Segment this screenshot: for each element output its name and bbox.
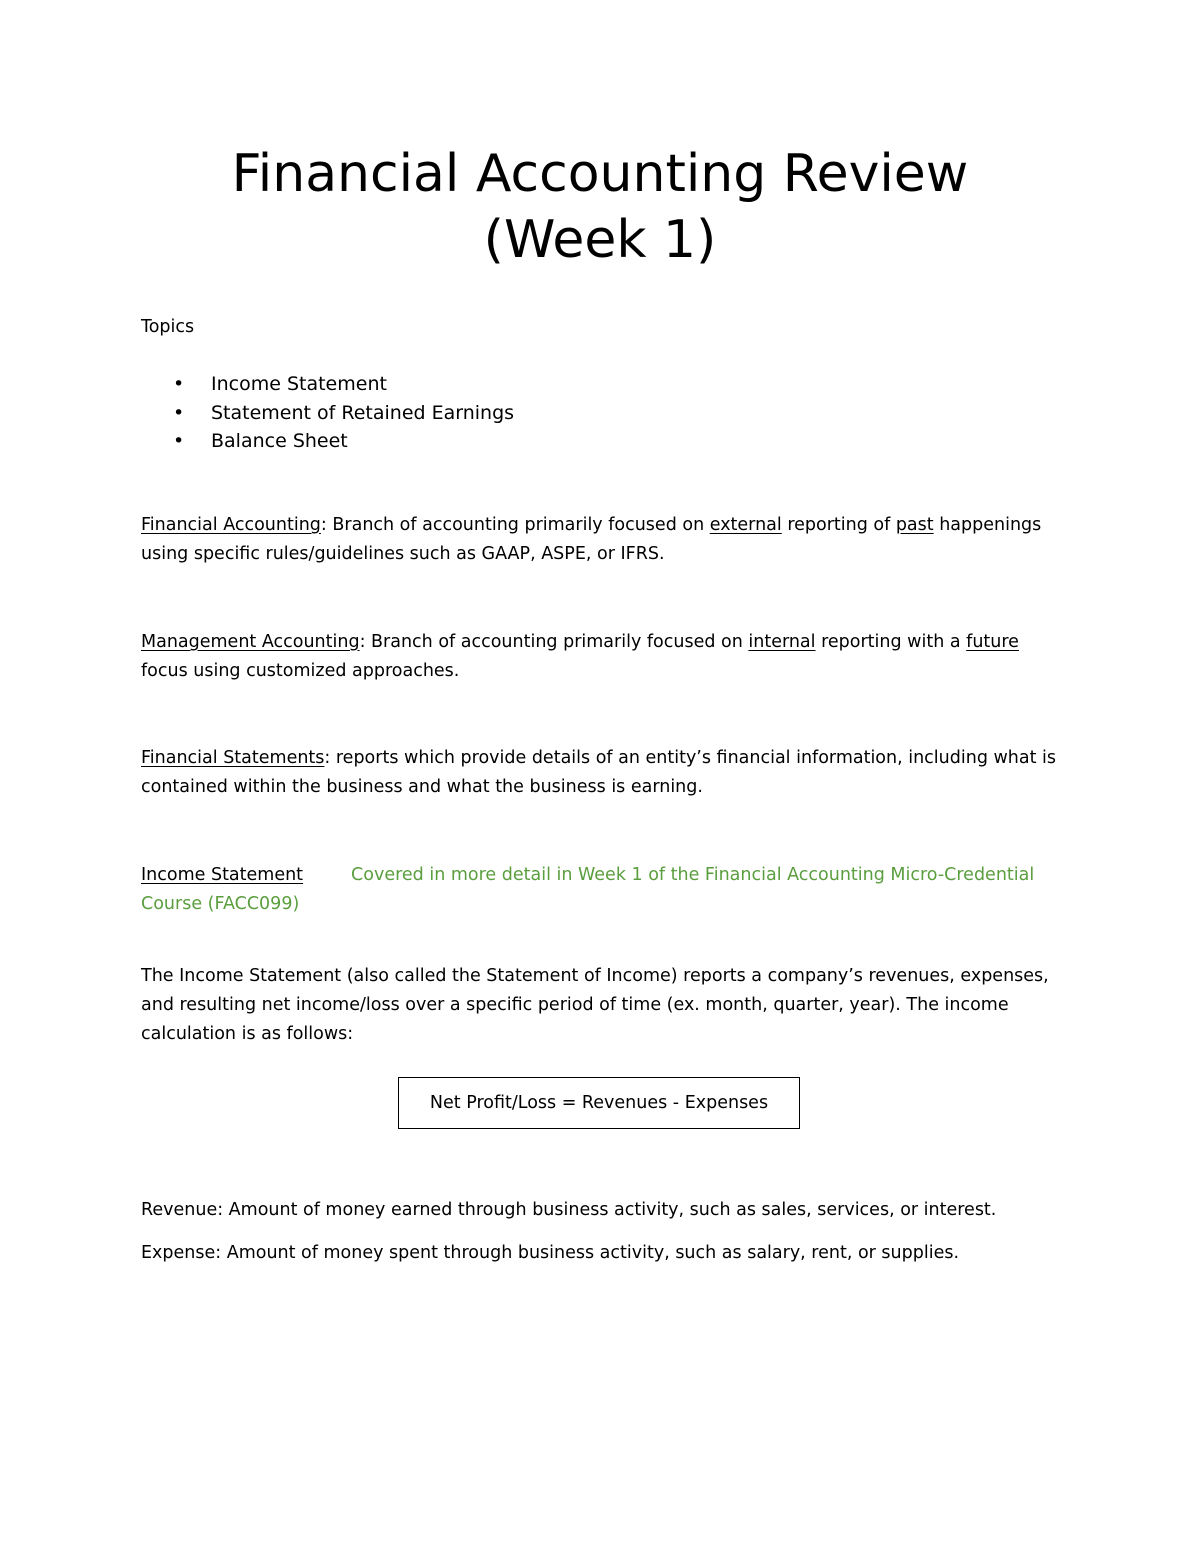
- title-line-1: Financial Accounting Review: [231, 144, 969, 204]
- internal-keyword: internal: [748, 632, 816, 652]
- income-statement-para-line-1: The Income Statement (also called the Statement of Income) reports a company’s revenues, expenses,: [141, 966, 1049, 986]
- course-note-line-2: Course (FACC099): [141, 894, 300, 914]
- financial-accounting-line-2: using specific rules/guidelines such as GAAP, ASPE, or IFRS.: [141, 544, 665, 564]
- income-statement-para-line-3: calculation is as follows:: [141, 1024, 354, 1044]
- management-accounting-line-2: focus using customized approaches.: [141, 661, 460, 681]
- income-statement-heading: Income Statement: [141, 865, 304, 885]
- management-accounting-term: Management Accounting: [141, 632, 360, 652]
- bullet-icon: •: [173, 430, 185, 452]
- bullet-icon: •: [173, 373, 185, 395]
- external-keyword: external: [709, 515, 782, 535]
- financial-statements-line-1: Financial Statements: reports which provide details of an entity’s financial information, including what is: [141, 748, 1057, 768]
- list-item: [171, 399, 514, 428]
- course-note: Covered in more detail in Week 1 of the Financial Accounting Micro-Credential: [351, 865, 1035, 885]
- formula-box: [398, 1077, 800, 1129]
- topic-label: Income Statement: [211, 373, 387, 395]
- list-item: [171, 370, 514, 399]
- expense-definition: Expense: Amount of money spent through business activity, such as salary, rent, or supplies.: [141, 1243, 960, 1263]
- bullet-icon: •: [173, 401, 185, 424]
- topics-label: Topics: [141, 317, 195, 337]
- topic-label: Statement of Retained Earnings: [211, 401, 515, 424]
- financial-accounting-term: Financial Accounting: [141, 515, 321, 535]
- revenue-definition: Revenue: Amount of money earned through business activity, such as sales, services, or interest.: [141, 1200, 997, 1220]
- list-item: [171, 427, 514, 456]
- topic-label: Balance Sheet: [211, 430, 348, 452]
- future-keyword: future: [966, 632, 1019, 652]
- income-statement-para-line-2: and resulting net income/loss over a specific period of time (ex. month, quarter, year). The income: [141, 995, 1009, 1015]
- formula-text: Net Profit/Loss = Revenues - Expenses: [429, 1093, 769, 1113]
- financial-accounting-line-1: Financial Accounting: Branch of accounting primarily focused on external reporting of past happenings: [141, 515, 1042, 535]
- financial-statements-line-2: contained within the business and what the business is earning.: [141, 777, 703, 797]
- title-line-2: (Week 1): [483, 210, 717, 270]
- financial-statements-term: Financial Statements: [141, 748, 325, 768]
- past-keyword: past: [895, 515, 934, 535]
- income-statement-heading-line: [141, 861, 1071, 890]
- topics-list: [171, 370, 514, 456]
- management-accounting-line-1: Management Accounting: Branch of accounting primarily focused on internal reporting with a future: [141, 632, 1019, 652]
